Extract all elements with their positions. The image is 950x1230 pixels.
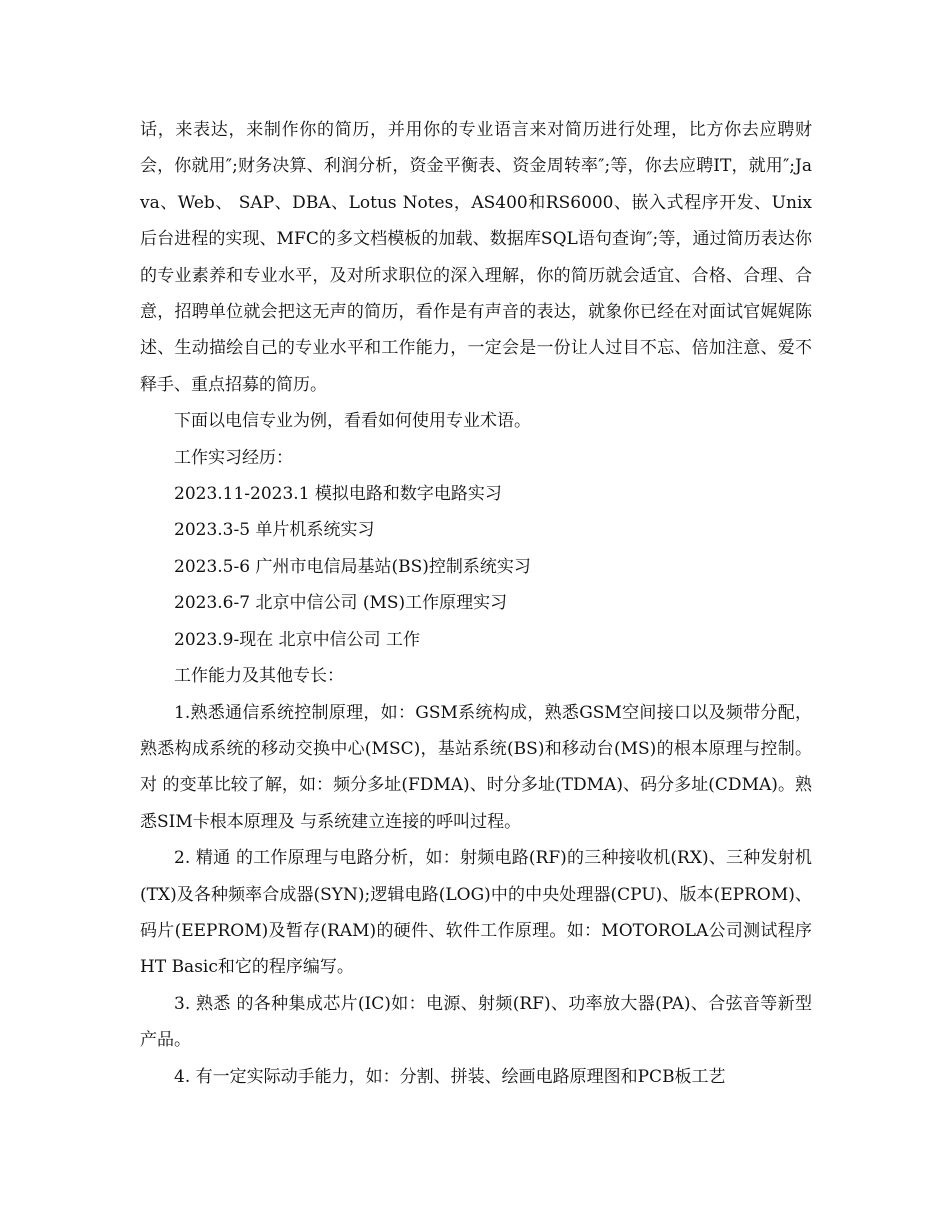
skill-paragraph: 3. 熟悉 的各种集成芯片(IC)如：电源、射频(RF)、功率放大器(PA)、合弦音等新型产品。 [140,993,812,1051]
section-heading-work-experience: 工作实习经历： [174,447,293,468]
paragraph-intro-telecom: 下面以电信专业为例，看看如何使用专业术语。 [174,411,531,432]
paragraph-resume-language: 话，来表达，来制作你的简历，并用你的专业语言来对简历进行处理，比方你去应聘财会，你就用″;财务决算、利润分析，资金平衡表、资金周转率″;等，你去应聘IT，就用″;Java、Web、 SAP、DBA、Lotus Notes，AS400和RS6000、嵌入式程序开发、Unix后台进程的实现、MFC的多文档模板的加载、数据库SQL语句查询″;等，通过简历表达你的专业素养和专业水平，及对所求职位的深入理解，你的简历就会适宜、合格、合理、合意，招聘单位就会把这无声的简历，看作是有声音的表达，就象你已经在对面试官娓娓陈述、生动描绘自己的专业水平和工作能力，一定会是一份让人过目不忘、倍加注意、爱不释手、重点招募的简历。 [140,120,812,395]
experience-item: 2023.11-2023.1 模拟电路和数字电路实习 [174,484,502,505]
experience-item: 2023.5-6 广州市电信局基站(BS)控制系统实习 [174,556,531,577]
section-heading-skills: 工作能力及其他专长： [174,666,344,687]
skill-paragraph: 1.熟悉通信系统控制原理，如：GSM系统构成，熟悉GSM空间接口以及频带分配，熟悉构成系统的移动交换中心(MSC)，基站系统(BS)和移动台(MS)的根本原理与控制。对 的变革比较了解，如：频分多址(FDMA)、时分多址(TDMA)、码分多址(CDMA)。熟悉SIM卡根本原理及 与系统建立连接的呼叫过程。 [140,702,812,832]
skill-paragraph: 4. 有一定实际动手能力，如：分割、拼装、绘画电路原理图和PCB板工艺 [174,1066,726,1087]
experience-item: 2023.6-7 北京中信公司 (MS)工作原理实习 [174,593,508,614]
experience-item: 2023.3-5 单片机系统实习 [174,520,375,541]
skill-paragraph: 2. 精通 的工作原理与电路分析，如：射频电路(RF)的三种接收机(RX)、三种发射机(TX)及各种频率合成器(SYN);逻辑电路(LOG)中的中央处理器(CPU)、版本(EPROM)、码片(EEPROM)及暂存(RAM)的硬件、软件工作原理。如：MOTOROLA公司测试程序HT Basic和它的程序编写。 [140,848,812,978]
experience-item: 2023.9-现在 北京中信公司 工作 [174,629,421,650]
